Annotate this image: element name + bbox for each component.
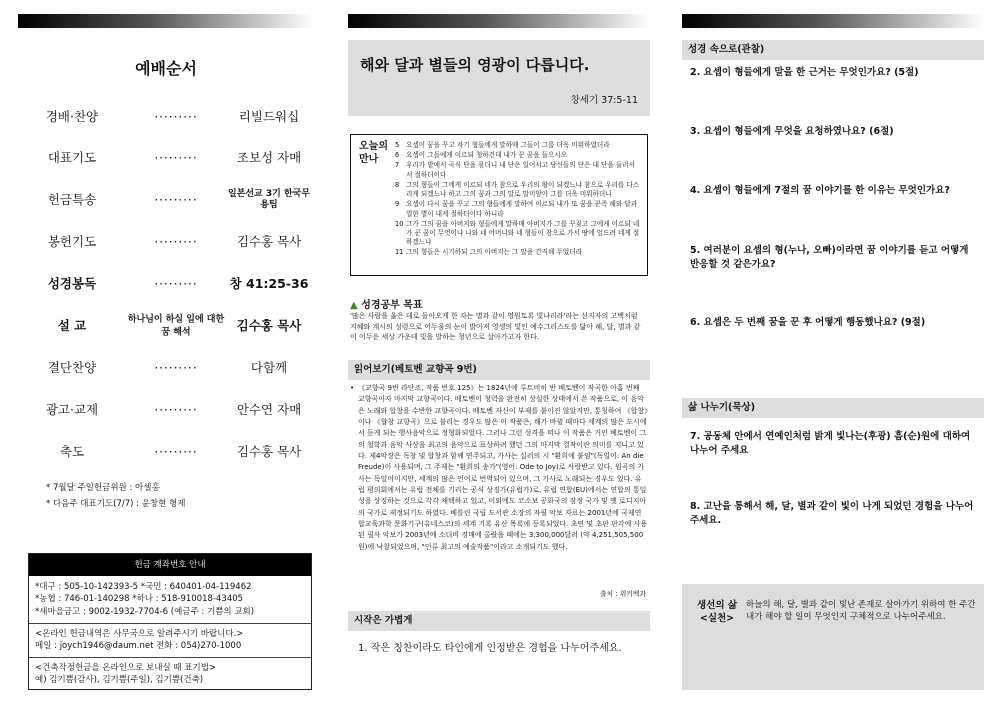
- question-4: [690, 184, 980, 198]
- order-item-person: 다함께: [250, 360, 288, 376]
- reading-text-block: [350, 383, 648, 553]
- question-number: 5.: [690, 245, 701, 256]
- study-goal-title: 성경공부 목표: [361, 300, 423, 311]
- account-info-box: [28, 553, 312, 690]
- question-7: [690, 430, 980, 458]
- building-offering-info: [29, 657, 311, 691]
- sermon-title-box: [348, 40, 650, 116]
- note-line: * 7월달 주일헌금위원 : 아셀홍: [46, 483, 160, 493]
- order-row: [18, 222, 314, 262]
- reading-section-title: 읽어보기(베토벤 교향곡 9번): [348, 360, 650, 380]
- order-item-name: 광고·교제: [45, 402, 99, 418]
- verse: [395, 151, 641, 160]
- verse-list: [395, 141, 641, 259]
- verse-text: 그가 그의 꿈을 아버지와 형들에게 말하매 아버지가 그를 꾸짖고 그에게 이르되 네가 꾼 꿈이 무엇이냐 나와 네 어머니와 네 형들이 참으로 가서 땅에 엎드려 네게 절하겠느냐: [406, 219, 640, 247]
- life-sharing-section-title: 삶 나누기(묵상): [682, 398, 984, 418]
- order-row: [18, 97, 314, 137]
- order-item-name: 헌금특송: [47, 192, 97, 208]
- order-item-leader: ·········: [154, 151, 198, 165]
- reading-source: 출처 : 위키백과: [599, 590, 646, 598]
- order-item-name: 성경봉독: [47, 276, 97, 292]
- order-item-name: 대표기도: [47, 150, 97, 166]
- question-text: 공동체 안에서 연예인처럼 밝게 빛나는(후광) 흠(순)원에 대하여 나누어 주세요: [690, 431, 971, 456]
- online-offering-title: <온라인 헌금내역은 사무국으로 알려주시기 바랍니다.>: [35, 628, 244, 639]
- verse-number: 8: [395, 180, 400, 189]
- leaf-icon: ▲: [350, 300, 358, 311]
- start-section-title: 시작은 가볍게: [348, 611, 650, 631]
- order-item-name: 경배·찬양: [45, 109, 99, 125]
- question-text: 요셉이 형들에게 무엇을 요청하였나요? (6절): [703, 126, 894, 137]
- order-item-leader: ·········: [154, 361, 198, 375]
- order-item-person: 창 41:25-36: [229, 276, 309, 292]
- verse-text: 그의 형들이 그에게 이르되 네가 참으로 우리의 왕이 되겠느냐 참으로 우리를 다스리게 되겠느냐 하고 그의 꿈과 그의 말로 말미암아 그를 더욱 미워하더니: [406, 180, 640, 199]
- question-8: [690, 500, 980, 528]
- practice-text: 하늘의 해, 달, 별과 같이 빛난 존재로 살아가기 위하여 한 주간 내가 해야 할 일이 무엇인지 구체적으로 나누어주세요.: [746, 600, 976, 623]
- order-row: [18, 432, 314, 472]
- order-row: [18, 264, 314, 304]
- question-3: [690, 125, 980, 139]
- account-line: *대구 : 505-10-142393-5 *국민 : 640401-04-119462: [35, 582, 252, 592]
- order-item-name: 축도: [59, 444, 85, 460]
- verse-number: 10: [395, 219, 404, 228]
- verse: [395, 248, 641, 257]
- order-row: [18, 348, 314, 388]
- account-header: 헌금 계좌번호 안내: [29, 554, 311, 576]
- order-item-leader: ·········: [154, 235, 198, 249]
- question-2: [690, 66, 980, 80]
- order-row: [18, 306, 314, 346]
- order-item-leader: ·········: [154, 277, 198, 291]
- notes: [46, 480, 185, 512]
- account-line: *새마을금고 : 9002-1932-7704-6 (예금주 : 기쁨의 교회): [35, 606, 255, 617]
- order-item-person: 김수홍 목사: [236, 444, 302, 460]
- order-item-leader: ·········: [154, 110, 198, 124]
- question-text: 고난을 통해서 해, 달, 별과 같이 빛이 나게 되었던 경험을 나누어 주세요.: [690, 501, 974, 526]
- bullet-icon: •: [350, 384, 355, 392]
- order-item-name: 설 교: [57, 318, 87, 334]
- verse: [395, 161, 641, 179]
- page-title: 해와 달과 별들의 영광이 다릅니다.: [360, 56, 590, 74]
- question-text: 요셉은 두 번째 꿈을 꾼 후 어떻게 행동했나요? (9절): [703, 317, 926, 328]
- observation-section-title: 성경 속으로(관찰): [682, 40, 984, 60]
- order-item-person: 안수연 자매: [236, 402, 302, 418]
- order-item-person: 김수홍 목사: [236, 234, 302, 250]
- today-manna-box: [350, 134, 648, 276]
- order-item-name: 봉헌기도: [47, 234, 97, 250]
- worship-order-panel: [18, 0, 314, 707]
- question-text: 여러분이 요셉의 형(누나, 오빠)이라면 꿈 이야기를 듣고 어떻게 반응할 것 같은가요?: [690, 245, 969, 270]
- sermon-title: 하나님이 하실 일에 대한 꿈 해석: [127, 314, 225, 337]
- question-text: 요셉이 형들에게 말을 한 근거는 무엇인가요? (5절): [703, 67, 919, 78]
- verse-number: 6: [395, 151, 400, 160]
- question-6: [690, 316, 980, 330]
- order-item-leader: ·········: [154, 445, 198, 459]
- order-item-person: 김수홍 목사: [236, 318, 302, 334]
- verse: [395, 181, 641, 199]
- order-item-person: 리빌드워십: [238, 109, 300, 125]
- verse-number: 11: [395, 248, 404, 257]
- order-item-leader: ·········: [154, 193, 198, 207]
- question-number: 4.: [690, 185, 701, 196]
- verse-text: 요셉이 꿈을 꾸고 자기 형들에게 말하매 그들이 그를 더욱 미워하였더라: [406, 141, 610, 149]
- verse: [395, 220, 641, 248]
- manna-label: 오늘의 만나: [359, 141, 388, 165]
- order-row: [18, 180, 314, 220]
- question-number: 6.: [690, 317, 701, 328]
- building-offering-example: 예) 김기쁨(감사), 김기쁨(주일), 김기쁨(건축): [35, 674, 204, 685]
- verse-text: 요셉이 그들에게 이르되 청하건대 내가 꾼 꿈을 들으시오: [406, 151, 568, 160]
- order-row: [18, 390, 314, 430]
- question-text: 요셉이 형들에게 7절의 꿈 이야기를 한 이유는 무엇인가요?: [703, 185, 950, 196]
- discussion-panel: [682, 0, 984, 707]
- worship-order-title: 예배순서: [135, 59, 197, 78]
- account-line: *농협 : 746-01-140298 *하나 : 518-910018-43405: [35, 594, 244, 605]
- note-line: * 다음주 대표기도(7/7) : 윤창현 형제: [46, 499, 186, 510]
- building-offering-title: <건축작정헌금을 온라인으로 보내실 때 표기법>: [35, 662, 217, 673]
- verse-text: 요셉이 다시 꿈을 꾸고 그의 형들에게 말하여 이르되 내가 또 꿈을 꾼즉 해와 달과 열한 별이 내게 절하더이다 하니라: [406, 200, 638, 218]
- study-goal-heading: [350, 296, 423, 311]
- online-offering-contact: 메일 : joych1946@daum.net 전화 : 054)270-1000: [35, 641, 242, 652]
- verse: [395, 200, 641, 218]
- question-5: [690, 244, 980, 272]
- verse-number: 9: [395, 200, 400, 209]
- verse-number: 5: [395, 141, 400, 149]
- reading-text: 《교향곡 9번 라단조, 작품 번호 125》는 1824년에 루트비히 반 베토벤이 작곡한 아홉 번째 교향곡이자 마지막 교향곡이다. 베토벤이 청력을 완전히 상실한 상태에서 쓴 작품으로, 이 음악은 노래와 합창을 수반한 교향곡이다. 베토벤 자신이 부제를 붙이진 않았지만, 통칭하여 《합창》이나 《합창 교향곡》으로 불리는 경우도 많은 이 작품은, 해가 바뀔 때마다 세계의 많은 도시에서 듣게 되는 행사음악으로 정형화되었다. 그러나 그런 성격을 떠나 이 작품은 거인 베토벤이 그의 철학과 음악 사상을 최고의 음악으로 표상하려 했던 그의 마지막 결작이란 의미를 지니고 있다. 제4악장은 독창 및 합창과 함께 연주되고, 가사는 실러의 시 "환희에 붙임"(독일어: An die Freude)이 사용되며, 그 주제는 "환희의 송가"(영어: Ode to Joy)로 사랑받고 있다. 원곡의 가사는 독일어이지만, 세계의 많은 언어로 번역되어 있으며, 그 가사로 노래되는 경우도 있다. 유럽 평의회에서는 유럽 전체를 기리는 공식 상징가(유럽가)로, 유럽 연합(EU)에서는 연합의 통일성을 상징하는 것으로 각각 채택하고 있고, 이외에도 코소보 공화국의 잠정 국가 및 옛 로디지아의 국가로 제정되기도 하였다. 베를린 국립 도서관 소장의 자필 악보 자료는 2001년에 국제연합교육과학 문화기구(유네스코)의 세계 기록 유산 목록에 등록되었다. 초연 및 초판 판각에 사용된 필사 악보가 2003년에 소더비 경매에 올랐을 때에는 3,300,000달러 (약 4,251,505,500원)에 낙찰되었으며, "인류 최고의 예술작품"이라고 소개되기도 했다.: [358, 384, 648, 551]
- order-item-person: 일본선교 3기 한국무용팀: [227, 188, 311, 210]
- practice-label: 생선의 삶 <실천>: [696, 600, 737, 625]
- practice-box: [682, 584, 984, 690]
- question-number: 8.: [690, 501, 701, 512]
- order-row: [18, 138, 314, 178]
- study-goal-text: '많은 사람을 옳은 데로 돌아오게 한 자는 별과 같이 영원토록 빛나리라'라는 선지자의 고백처럼 지혜와 계시의 성령으로 어두움의 눈이 밝아져 영생의 빛인 예수그리스도를 닮아 해, 달, 별과 같이 어두운 세상 가운데 빛을 발하는 청년으로 살아가고자 한다.: [350, 312, 641, 341]
- order-item-name: 결단찬양: [47, 360, 97, 376]
- question-number: 2.: [690, 67, 701, 78]
- scripture-reference: 창세기 37:5-11: [570, 95, 638, 106]
- verse-text: 그의 형들은 시기하되 그의 아버지는 그 말을 간직해 두었더라: [406, 248, 583, 257]
- order-item-leader: ·········: [154, 403, 198, 417]
- bible-study-panel: [348, 0, 650, 707]
- question-number: 3.: [690, 126, 701, 137]
- online-offering-info: [29, 623, 311, 657]
- verse: [395, 141, 641, 150]
- order-item-person: 조보성 자매: [236, 150, 302, 166]
- account-list: [29, 576, 311, 623]
- verse-number: 7: [395, 161, 400, 170]
- question-1: 1. 작은 칭찬이라도 타인에게 인정받은 경험을 나누어주세요.: [358, 643, 622, 654]
- question-number: 7.: [690, 431, 701, 442]
- verse-text: 우리가 밭에서 곡식 단을 묶더니 내 단은 일어서고 당신들의 단은 내 단을 둘러서서 절하더이다: [406, 161, 635, 179]
